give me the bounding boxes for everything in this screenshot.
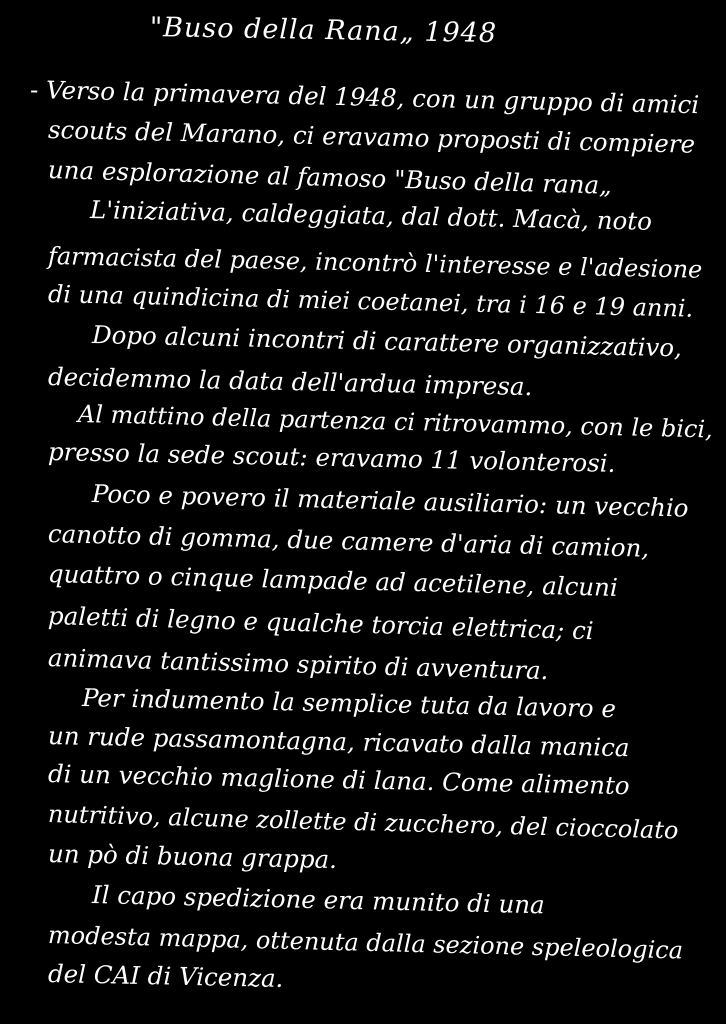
text-line-9: Al mattino della partenza ci ritrovammo, con le bici, xyxy=(77,400,714,444)
page-title: "Buso della Rana„ 1948 xyxy=(149,12,498,50)
text-line-10: presso la sede scout: eravamo 11 volonterosi. xyxy=(47,437,616,478)
text-line-18: di un vecchio maglione di lana. Come alimento xyxy=(47,759,630,801)
text-line-5: farmacista del paese, incontrò l'interesse e l'adesione xyxy=(47,242,703,284)
text-line-22: modesta mappa, ottenuta dalla sezione speleologica xyxy=(47,921,684,965)
text-line-13: quattro o cinque lampade ad acetilene, alcuni xyxy=(47,559,619,602)
text-line-20: un pò di buona grappa. xyxy=(47,839,338,875)
text-line-15: animava tantissimo spirito di avventura. xyxy=(47,643,549,686)
text-line-16: Per indumento la semplice tuta da lavoro e xyxy=(81,683,617,724)
text-line-8: decidemmo la data dell'ardua impresa. xyxy=(47,362,533,402)
text-line-1: - Verso la primavera del 1948, con un gruppo di amici xyxy=(29,75,700,120)
text-line-23: del CAI di Vicenza. xyxy=(47,959,284,993)
text-line-11: Poco e povero il materiale ausiliario: un vecchio xyxy=(91,479,689,523)
text-line-7: Dopo alcuni incontri di carattere organizzativo, xyxy=(91,320,683,363)
text-line-17: un rude passamontagna, ricavato dalla manica xyxy=(47,721,630,763)
text-line-4: L'iniziativa, caldeggiata, dal dott. Macà, noto xyxy=(89,195,653,236)
text-line-6: di una quindicina di miei coetanei, tra i 16 e 19 anni. xyxy=(47,280,694,323)
text-line-21: Il capo spedizione era munito di una xyxy=(91,880,546,920)
text-line-12: canotto di gomma, due camere d'aria di camion, xyxy=(47,519,650,563)
text-line-2: scouts del Marano, ci eravamo proposti di compiere xyxy=(47,115,696,159)
text-line-19: nutritivo, alcune zollette di zucchero, del cioccolato xyxy=(47,800,679,845)
text-line-14: paletti di legno e qualche torcia elettrica; ci xyxy=(47,601,595,646)
text-line-3: una esplorazione al famoso "Buso della rana„ xyxy=(47,155,613,200)
